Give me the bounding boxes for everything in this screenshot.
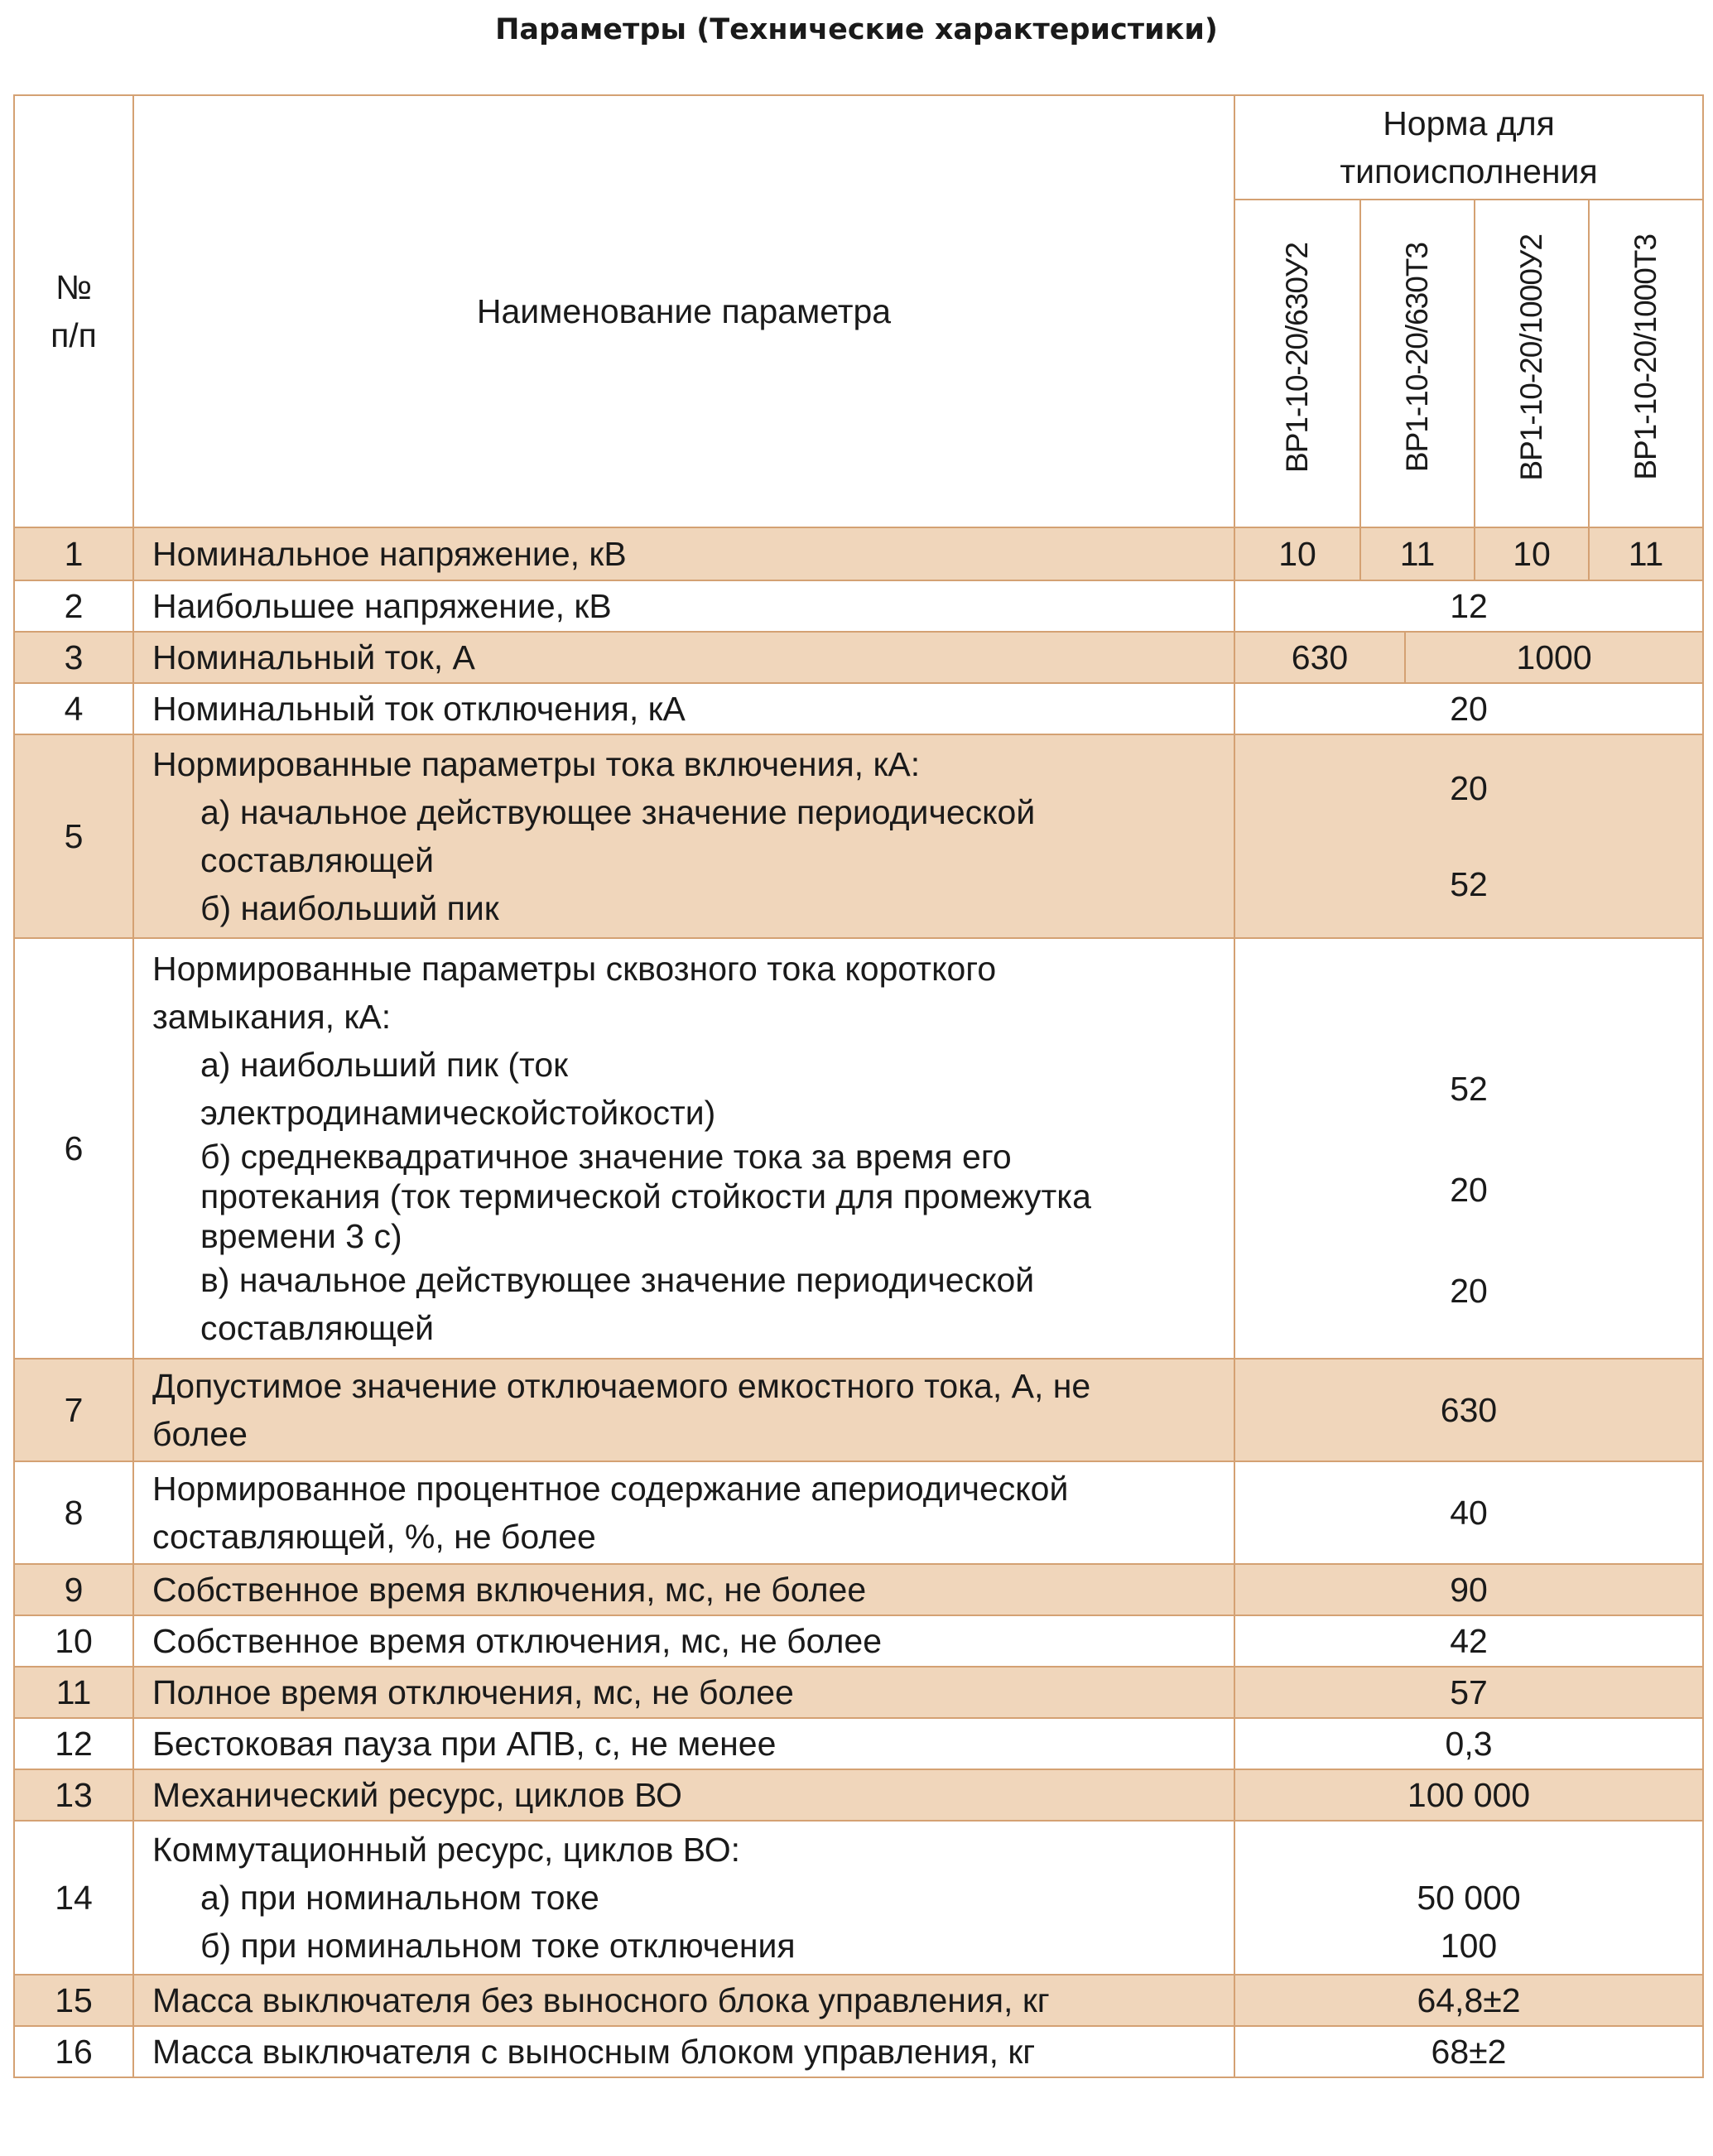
row-num: 13 (14, 1769, 133, 1821)
table-row (14, 1615, 1703, 1667)
table-row (14, 632, 1703, 683)
header-num: № п/п (14, 95, 133, 527)
model-header-3: ВР1-10-20/1000У2 (1475, 200, 1589, 527)
row-name: Масса выключателя без выносного блока управления, кг (133, 1975, 1234, 2026)
row-num: 6 (14, 938, 133, 1359)
page-title: Параметры (Технические характеристики) (495, 13, 1218, 46)
row-name: Нормированные параметры сквозного тока короткого замыкания, кА: а) наибольший пик (ток электродинамическойстойкости) б) среднеквадратичное значение тока за время его протекания (ток термической стойкости для промежутка времени 3 с) в) начальное действующее значение периодической составляющей (133, 938, 1234, 1359)
row-value: 10 (1475, 527, 1589, 580)
row-name: Механический ресурс, циклов ВО (133, 1769, 1234, 1821)
table-row (14, 1718, 1703, 1769)
row-name: Масса выключателя с выносным блоком управления, кг (133, 2026, 1234, 2077)
table-row (14, 580, 1703, 632)
row-value: 50 000 100 (1234, 1821, 1703, 1975)
row-name: Нормированные параметры тока включения, кА: а) начальное действующее значение периодической составляющей б) наибольший пик (133, 734, 1234, 938)
row-value: 11 (1589, 527, 1703, 580)
header-row (14, 95, 1703, 200)
row-name: Номинальный ток, А (133, 632, 1234, 683)
row-num: 7 (14, 1359, 133, 1461)
model-header-4: ВР1-10-20/1000Т3 (1589, 200, 1703, 527)
row-num: 10 (14, 1615, 133, 1667)
table-row (14, 1667, 1703, 1718)
row-name: Собственное время включения, мс, не более (133, 1564, 1234, 1615)
row-value: 11 (1360, 527, 1475, 580)
row-value: 100 000 (1234, 1769, 1703, 1821)
header-name: Наименование параметра (133, 95, 1234, 527)
row-num: 1 (14, 527, 133, 580)
row-value: 630 (1234, 1359, 1703, 1461)
row-num: 16 (14, 2026, 133, 2077)
row-value: 20 (1234, 683, 1703, 734)
row-num: 8 (14, 1461, 133, 1564)
row-value: 40 (1234, 1461, 1703, 1564)
row-num: 9 (14, 1564, 133, 1615)
row-name: Допустимое значение отключаемого емкостного тока, А, не более (133, 1359, 1234, 1461)
model-header-1: ВР1-10-20/630У2 (1234, 200, 1360, 527)
table-row (14, 1821, 1703, 1975)
row-name: Коммутационный ресурс, циклов ВО: а) при номинальном токе б) при номинальном токе отключения (133, 1821, 1234, 1975)
table-row (14, 734, 1703, 938)
row-value: 68±2 (1234, 2026, 1703, 2077)
table-row (14, 2026, 1703, 2077)
row-num: 11 (14, 1667, 133, 1718)
row-num: 4 (14, 683, 133, 734)
row-value: 90 (1234, 1564, 1703, 1615)
table-row (14, 1461, 1703, 1564)
row-num: 3 (14, 632, 133, 683)
table-row (14, 1975, 1703, 2026)
row-value: 52 20 20 (1234, 938, 1703, 1359)
table-row (14, 1769, 1703, 1821)
row-num: 15 (14, 1975, 133, 2026)
model-header-2: ВР1-10-20/630Т3 (1360, 200, 1475, 527)
parameters-table (13, 94, 1704, 2078)
row-num: 12 (14, 1718, 133, 1769)
row-num: 5 (14, 734, 133, 938)
row-value: 20 52 (1234, 734, 1703, 938)
row-name: Наибольшее напряжение, кВ (133, 580, 1234, 632)
table-row (14, 1359, 1703, 1461)
table-row (14, 1564, 1703, 1615)
table-row (14, 938, 1703, 1359)
row-value: 57 (1234, 1667, 1703, 1718)
table-row (14, 683, 1703, 734)
row-value: 1000 (1405, 632, 1703, 683)
row-num: 14 (14, 1821, 133, 1975)
table-row (14, 527, 1703, 580)
row-value: 630 (1234, 632, 1405, 683)
row-value: 0,3 (1234, 1718, 1703, 1769)
row-name: Собственное время отключения, мс, не более (133, 1615, 1234, 1667)
row-name: Бестоковая пауза при АПВ, с, не менее (133, 1718, 1234, 1769)
row-name: Номинальное напряжение, кВ (133, 527, 1234, 580)
row-value: 12 (1234, 580, 1703, 632)
header-norm: Норма для типоисполнения (1234, 95, 1703, 200)
row-value: 42 (1234, 1615, 1703, 1667)
row-name: Полное время отключения, мс, не более (133, 1667, 1234, 1718)
row-name: Номинальный ток отключения, кА (133, 683, 1234, 734)
row-num: 2 (14, 580, 133, 632)
row-value: 64,8±2 (1234, 1975, 1703, 2026)
row-value: 10 (1234, 527, 1360, 580)
row-name: Нормированное процентное содержание апериодической составляющей, %, не более (133, 1461, 1234, 1564)
